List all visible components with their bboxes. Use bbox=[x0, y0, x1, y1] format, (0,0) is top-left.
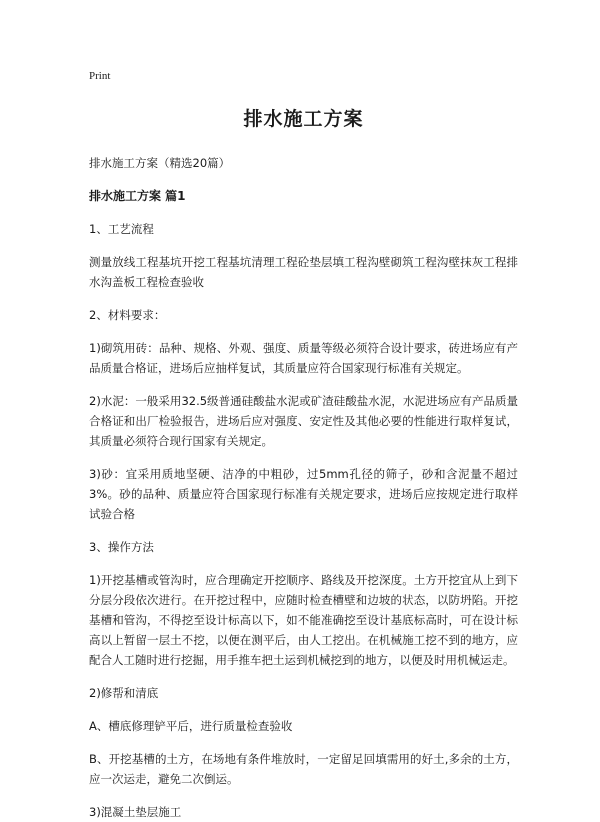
heading-methods: 3、操作方法 bbox=[89, 540, 154, 554]
page-title: 排水施工方案 bbox=[243, 108, 364, 130]
heading-materials: 2、材料要求： bbox=[89, 308, 166, 322]
paragraph-method-excavation: 1)开挖基槽或管沟时，应合理确定开挖顺序、路线及开挖深度。土方开挖宜从上到下分层分段依次进行。在开挖过程中，应随时检查槽壁和边坡的状态，以防坍陷。开挖基槽和管沟，不得挖至设计标高以下，如不能准确挖至设计基底标高时，可在设计标高以上暂留一层土不挖，以便在测平后，由人工挖出。在机械施工挖不到的地方，应配合人工随时进行挖掘，用手推车把土运到机械挖到的地方，以便及时用机械运走。 bbox=[89, 573, 518, 667]
document-subtitle: 排水施工方案（精选20篇） bbox=[89, 156, 231, 170]
paragraph-material-brick: 1)砌筑用砖：品种、规格、外观、强度、质量等级必须符合设计要求，砖进场应有产品质量合格证，进场后应抽样复试，其质量应符合国家现行标准有关规定。 bbox=[89, 341, 518, 375]
paragraph-material-sand: 3)砂：宜采用质地坚硬、洁净的中粗砂，过5mm孔径的筛子，砂和含泥量不超过3%。砂的品种、质量应符合国家现行标准有关规定要求，进场后应按规定进行取样试验合格 bbox=[89, 467, 518, 521]
paragraph-method-concrete: 3)混凝土垫层施工 bbox=[89, 805, 182, 819]
paragraph-method-trimming-b: B、开挖基槽的土方，在场地有条件堆放时，一定留足回填需用的好土,多余的土方，应一次运走，避免二次倒运。 bbox=[89, 752, 518, 786]
paragraph-material-cement: 2)水泥：一般采用32.5级普通硅酸盐水泥或矿渣硅酸盐水泥，水泥进场应有产品质量合格证和出厂检验报告，进场后应对强度、安定性及其他必要的性能进行取样复试，其质量必须符合现行国家有关规定。 bbox=[89, 394, 518, 448]
paragraph-process-flow: 测量放线工程基坑开挖工程基坑清理工程砼垫层填工程沟壁砌筑工程沟壁抹灰工程排水沟盖板工程检查验收 bbox=[89, 255, 518, 289]
paragraph-method-trimming: 2)修帮和清底 bbox=[89, 686, 159, 700]
section-title: 排水施工方案 篇1 bbox=[89, 189, 186, 203]
paragraph-method-trimming-a: A、槽底修理铲平后，进行质量检查验收 bbox=[89, 719, 293, 733]
heading-process-flow: 1、工艺流程 bbox=[89, 222, 154, 236]
print-link[interactable]: Print bbox=[89, 70, 111, 82]
